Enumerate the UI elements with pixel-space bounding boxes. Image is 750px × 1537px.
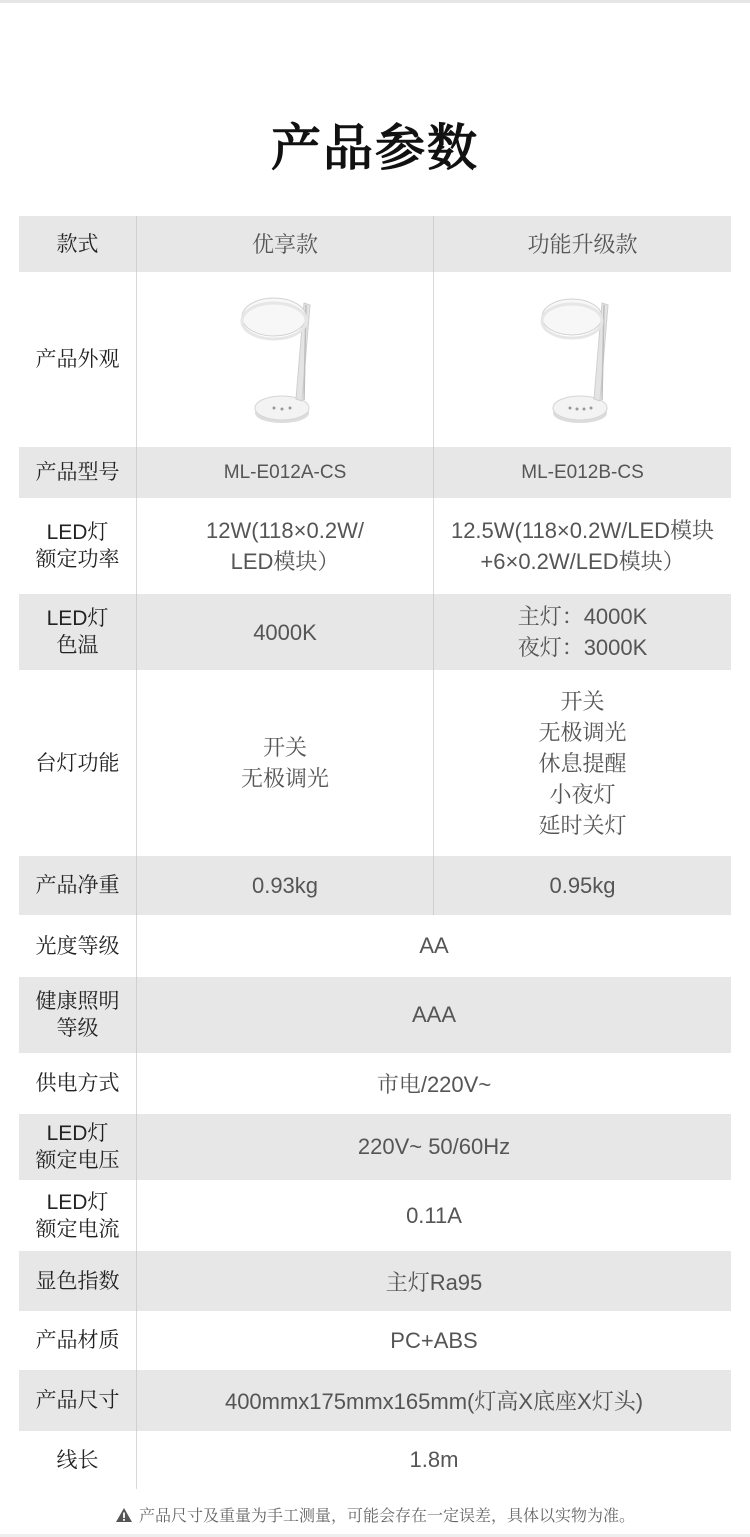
footnote-text: 产品尺寸及重量为手工测量，可能会存在一定误差，具体以实物为准。: [138, 1508, 635, 1525]
health-value: AAA: [136, 977, 731, 1053]
weight-upgraded: 0.95kg: [433, 856, 731, 915]
cri-value: 主灯Ra95: [136, 1251, 731, 1311]
color-temp-premium: 4000K: [136, 594, 433, 670]
table-row-color-temp: [19, 594, 731, 670]
row-label-style: 款式: [56, 232, 99, 256]
size-value: 400mmx175mmx165mm(灯高X底座X灯头): [136, 1370, 731, 1431]
row-label-cri: 显色指数: [35, 1269, 120, 1293]
weight-premium: 0.93kg: [136, 856, 433, 915]
voltage-value: 220V~ 50/60Hz: [136, 1114, 731, 1180]
column-header-upgraded: 功能升级款: [433, 216, 731, 272]
power-upgraded: 12.5W(118×0.2W/LED模块 +6×0.2W/LED模块）: [433, 498, 731, 594]
color-temp-upgraded: 主灯：4000K 夜灯：3000K: [433, 594, 731, 670]
row-label-appearance: 产品外观: [35, 348, 120, 371]
table-row-model: [19, 447, 731, 498]
row-label-brightness: 光度等级: [35, 934, 120, 958]
row-label-power: LED灯 额定功率: [35, 521, 120, 571]
table-row-power: [19, 498, 731, 594]
brightness-value: AA: [136, 915, 731, 977]
model-upgraded: ML-E012B-CS: [433, 447, 731, 498]
current-value: 0.11A: [136, 1180, 731, 1251]
table-row-brightness: [19, 915, 731, 977]
row-label-supply: 供电方式: [35, 1072, 120, 1095]
supply-value: 市电/220V~: [136, 1053, 731, 1114]
table-row-cri: [19, 1251, 731, 1311]
table-row-material: [19, 1311, 731, 1370]
footnote: [0, 1503, 750, 1526]
table-row-functions: [19, 670, 731, 856]
power-premium: 12W(118×0.2W/ LED模块）: [136, 498, 433, 594]
column-header-premium: 优享款: [136, 216, 433, 272]
row-label-size: 产品尺寸: [35, 1389, 120, 1412]
functions-upgraded: 开关 无极调光 休息提醒 小夜灯 延时关灯: [433, 670, 731, 856]
page-title: 产品参数: [271, 119, 479, 177]
cable-value: 1.8m: [136, 1431, 731, 1489]
table-row-weight: [19, 856, 731, 915]
table-row-size: [19, 1370, 731, 1431]
table-row-current: [19, 1180, 731, 1251]
desk-lamp-icon: [240, 295, 330, 425]
product-image-upgraded: [433, 272, 731, 447]
table-row-voltage: [19, 1114, 731, 1180]
row-label-cable: 线长: [56, 1448, 99, 1472]
table-row-appearance: [19, 272, 731, 447]
model-premium: ML-E012A-CS: [136, 447, 433, 498]
row-label-color-temp: LED灯 色温: [46, 607, 109, 657]
material-value: PC+ABS: [136, 1311, 731, 1370]
table-row-style: [19, 216, 731, 272]
row-label-voltage: LED灯 额定电压: [35, 1122, 120, 1172]
product-image-premium: [136, 272, 433, 447]
row-label-health: 健康照明 等级: [35, 990, 120, 1040]
table-row-health: [19, 977, 731, 1053]
top-divider: [0, 0, 750, 3]
row-label-model: 产品型号: [35, 461, 120, 484]
table-row-supply: [19, 1053, 731, 1114]
row-label-material: 产品材质: [35, 1329, 120, 1352]
warning-triangle-icon: [115, 1507, 133, 1523]
desk-lamp-icon: [538, 295, 628, 425]
table-row-cable: [19, 1431, 731, 1489]
row-label-current: LED灯 额定电流: [35, 1190, 120, 1241]
functions-premium: 开关 无极调光: [136, 670, 433, 856]
row-label-functions: 台灯功能: [35, 751, 120, 775]
row-label-weight: 产品净重: [35, 874, 120, 897]
